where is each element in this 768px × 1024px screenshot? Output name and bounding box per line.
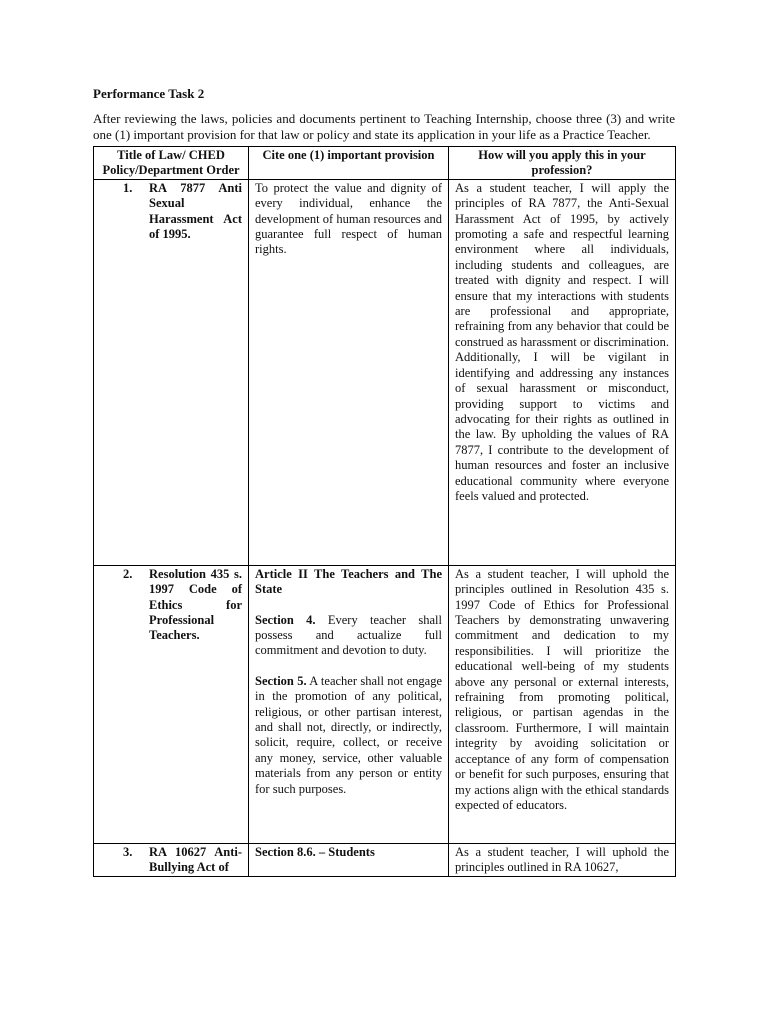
provision-text: To protect the value and dignity of every individual, enhance the development of human resources and guarantee full respect of human rights. xyxy=(255,180,442,257)
table-row xyxy=(94,565,676,843)
header-provision: Cite one (1) important provision xyxy=(249,147,449,180)
task-instructions: After reviewing the laws, policies and documents pertinent to Teaching Internship, choose three (3) and write one (1) important provision for that law or policy and state its application in your life as a Practice Teacher. xyxy=(93,111,675,142)
law-title: RA 10627 Anti-Bullying Act of xyxy=(149,844,242,875)
provision-heading: Article II The Teachers and The State xyxy=(255,566,442,597)
table-header-row xyxy=(94,147,676,180)
application-cell xyxy=(449,565,676,843)
table-row xyxy=(94,843,676,876)
section-4-label: Section 4. xyxy=(255,612,316,627)
table-row xyxy=(94,179,676,565)
row-number: 3. xyxy=(123,844,133,859)
provision-cell xyxy=(249,843,449,876)
section-5-text: A teacher shall not engage in the promotion of any political, religious, or other partisan interest, and shall not, directly, or indirectly, solicit, require, collect, or receive any money, service, other valuable materials from any person or entity for such purposes. xyxy=(255,673,443,796)
application-cell xyxy=(449,179,676,565)
law-cell xyxy=(94,843,249,876)
law-cell xyxy=(94,565,249,843)
application-cell xyxy=(449,843,676,876)
provision-cell xyxy=(249,179,449,565)
header-law: Title of Law/ CHED Policy/Department Order xyxy=(94,147,249,180)
row-number: 1. xyxy=(123,180,133,195)
application-text: As a student teacher, I will uphold the principles outlined in RA 10627, xyxy=(455,844,669,875)
provisions-table xyxy=(93,146,676,877)
application-text: As a student teacher, I will apply the principles of RA 7877, the Anti-Sexual Harassment Act of 1995, by actively promoting a safe and respectful learning environment where all individuals, including students and colleagues, are treated with dignity and respect. I will ensure that my interactions with students are professional and appropriate, refraining from any behavior that could be construed as harassment or discrimination. Additionally, I will be vigilant in identifying and addressing any instances of sexual harassment or misconduct, providing support to victims and advocating for their rights as outlined in the law. By upholding the values of RA 7877, I contribute to the development of human resources and foster an inclusive educational community where everyone feels valued and protected. xyxy=(455,180,669,503)
section-5-label: Section 5. xyxy=(255,673,307,688)
law-cell xyxy=(94,179,249,565)
document-page xyxy=(93,86,675,877)
task-title: Performance Task 2 xyxy=(93,86,205,101)
provision-cell xyxy=(249,565,449,843)
provision-section-4 xyxy=(255,613,442,659)
provision-heading: Section 8.6. – Students xyxy=(255,844,375,859)
section-4-text: Every teacher shall possess and actualize full commitment and devotion to duty. xyxy=(255,612,442,658)
provision-section-5 xyxy=(255,674,442,797)
law-title: RA 7877 Anti Sexual Harassment Act of 1995. xyxy=(149,180,242,242)
application-text: As a student teacher, I will uphold the principles outlined in Resolution 435 s. 1997 Code of Ethics for Professional Teachers by demonstrating unwavering commitment and dedication to my responsibilities. I will prioritize the educational well-being of my students above any personal or external interests, refraining from promoting political, religious, or partisan agendas in the classroom. Furthermore, I will maintain integrity by avoiding solicitation or acceptance of any form of compensation or benefit for such purposes, ensuring that my actions align with the ethical standards expected of educators. xyxy=(455,566,669,812)
header-application: How will you apply this in your profession? xyxy=(449,147,676,180)
law-title: Resolution 435 s. 1997 Code of Ethics for Professional Teachers. xyxy=(149,566,242,643)
row-number: 2. xyxy=(123,566,133,581)
